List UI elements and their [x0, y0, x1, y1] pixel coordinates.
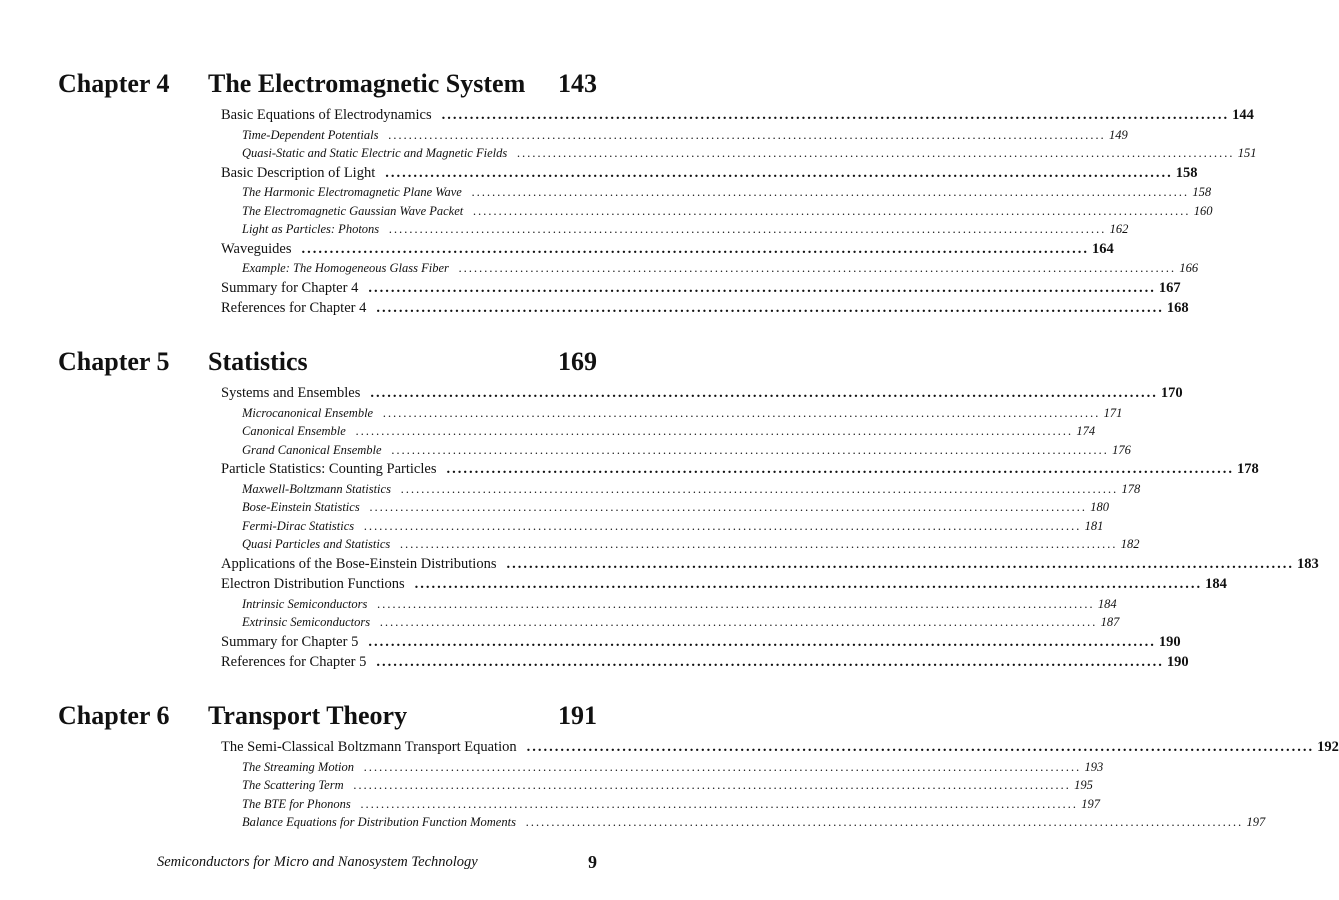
dot-leader: ............................................................................................................................................: [369, 500, 1088, 514]
dot-leader: ............................................................................................................................................: [360, 796, 1079, 811]
toc-entry-title: Fermi-Dirac Statistics: [242, 518, 355, 533]
toc-section-entry[interactable]: [221, 163, 1198, 184]
toc-section-entry[interactable]: [221, 574, 1227, 595]
toc-entry-page: 187: [1100, 615, 1120, 629]
chapter-5-block: [58, 345, 1319, 673]
toc-entry-page: 178: [1121, 481, 1141, 496]
dot-leader: ............................................................................................................................................: [400, 537, 1118, 551]
toc-entry-page: 176: [1112, 442, 1131, 457]
chapter-label: Chapter 4: [58, 69, 170, 98]
dot-leader: ............................................................................................................................................: [441, 107, 1230, 123]
toc-entry-page: 162: [1109, 222, 1129, 236]
toc-entry-title: Example: The Homogeneous Glass Fiber: [242, 261, 449, 275]
toc-subsection-entry[interactable]: [221, 498, 1109, 517]
toc-entry-page: 174: [1076, 424, 1096, 438]
chapter-page-number: 143: [558, 69, 597, 98]
dot-leader: ............................................................................................................................................: [388, 127, 1106, 142]
dot-leader: ............................................................................................................................................: [446, 461, 1234, 477]
dot-leader: ............................................................................................................................................: [471, 185, 1190, 199]
toc-entry-page: 182: [1120, 537, 1140, 551]
toc-entry-title: Extrinsic Semiconductors: [242, 615, 371, 629]
chapter-4-block: [58, 67, 1257, 319]
toc-entry-title: Maxwell-Boltzmann Statistics: [242, 481, 391, 496]
toc-section-entry[interactable]: [221, 105, 1254, 126]
chapter-title: Statistics: [208, 347, 308, 376]
chapter-heading: [58, 345, 597, 379]
toc-entry-title: Particle Statistics: Counting Particles: [221, 461, 437, 477]
dot-leader: ............................................................................................................................................: [376, 300, 1164, 316]
toc-entry-title: References for Chapter 4: [221, 300, 367, 316]
toc-entry-title: The Semi-Classical Boltzmann Transport Equation: [221, 739, 517, 755]
dot-leader: ............................................................................................................................................: [376, 654, 1164, 670]
toc-entry-title: Basic Description of Light: [221, 164, 376, 181]
dot-leader: ............................................................................................................................................: [400, 481, 1119, 496]
toc-entry-page: 180: [1090, 500, 1109, 514]
dot-leader: ............................................................................................................................................: [473, 203, 1191, 218]
toc-subsection-entry[interactable]: [221, 813, 1266, 832]
toc-entry-title: Waveguides: [221, 240, 292, 257]
toc-subsection-entry[interactable]: [221, 441, 1131, 460]
chapter-heading: [58, 67, 597, 101]
toc-entry-page: 195: [1074, 778, 1093, 792]
footer-page-number: 9: [588, 852, 597, 872]
dot-leader: ............................................................................................................................................: [385, 164, 1173, 181]
toc-entry-title: Electron Distribution Functions: [221, 576, 405, 592]
toc-entry-title: Grand Canonical Ensemble: [242, 442, 382, 457]
dot-leader: ............................................................................................................................................: [301, 240, 1090, 257]
toc-entry-page: 170: [1160, 385, 1183, 401]
dot-leader: ............................................................................................................................................: [370, 385, 1158, 401]
toc-entry-title: Intrinsic Semiconductors: [242, 596, 368, 611]
toc-entry-title: Summary for Chapter 4: [221, 279, 359, 296]
toc-subsection-entry[interactable]: [221, 758, 1104, 777]
dot-leader: ............................................................................................................................................: [517, 146, 1235, 160]
toc-entry-page: 168: [1166, 300, 1189, 316]
chapter-page-number: 169: [558, 347, 597, 376]
chapter-label: Chapter 6: [58, 701, 170, 730]
toc-entry-page: 178: [1236, 461, 1259, 477]
toc-section-entry[interactable]: [221, 737, 1339, 758]
chapter-page-number: 191: [558, 701, 597, 730]
toc-entry-title: The BTE for Phonons: [242, 796, 351, 811]
toc-subsection-entry[interactable]: [221, 259, 1199, 278]
toc-entry-page: 166: [1179, 261, 1199, 275]
toc-section-entry[interactable]: [221, 239, 1114, 260]
toc-entry-title: Microcanonical Ensemble: [242, 405, 374, 420]
toc-subsection-entry[interactable]: [221, 126, 1128, 145]
toc-subsection-entry[interactable]: [221, 404, 1123, 423]
toc-entry-page: 193: [1084, 759, 1104, 774]
toc-section-entry[interactable]: [221, 383, 1183, 404]
toc-entry-page: 164: [1092, 240, 1114, 257]
toc-subsection-entry[interactable]: [221, 795, 1100, 814]
toc-entry-page: 192: [1317, 739, 1339, 755]
toc-entry-page: 160: [1193, 203, 1213, 218]
dot-leader: ............................................................................................................................................: [380, 615, 1098, 629]
toc-entry-title: Systems and Ensembles: [221, 385, 361, 401]
toc-entry-title: The Scattering Term: [242, 778, 344, 792]
dot-leader: ............................................................................................................................................: [414, 576, 1203, 592]
dot-leader: ............................................................................................................................................: [355, 424, 1074, 438]
dot-leader: ............................................................................................................................................: [368, 279, 1156, 296]
toc-entry-title: Summary for Chapter 5: [221, 633, 359, 650]
toc-entry-title: The Electromagnetic Gaussian Wave Packet: [242, 203, 464, 218]
toc-entry-page: 167: [1158, 279, 1181, 296]
toc-entry-title: The Harmonic Electromagnetic Plane Wave: [242, 185, 462, 199]
toc-section-entry[interactable]: [221, 278, 1181, 299]
toc-entry-page: 197: [1246, 815, 1266, 829]
toc-subsection-entry[interactable]: [221, 220, 1129, 239]
dot-leader: ............................................................................................................................................: [364, 518, 1082, 533]
dot-leader: ............................................................................................................................................: [383, 405, 1101, 420]
toc-entry-page: 144: [1232, 107, 1254, 123]
toc-entry-page: 171: [1103, 405, 1123, 420]
dot-leader: ............................................................................................................................................: [353, 778, 1072, 792]
toc-section-entry[interactable]: [221, 554, 1319, 575]
toc-entry-page: 190: [1158, 633, 1181, 650]
toc-section-entry[interactable]: [221, 632, 1181, 653]
toc-entries: [221, 383, 1319, 673]
dot-leader: ............................................................................................................................................: [458, 261, 1177, 275]
toc-entry-title: Light as Particles: Photons: [242, 222, 380, 236]
toc-entries: [221, 737, 1339, 832]
dot-leader: ............................................................................................................................................: [506, 555, 1294, 572]
toc-section-entry[interactable]: [221, 298, 1189, 319]
toc-entry-title: Quasi Particles and Statistics: [242, 537, 391, 551]
footer-book-title: Semiconductors for Micro and Nanosystem Technology: [157, 854, 478, 870]
toc-entry-page: 158: [1175, 164, 1198, 181]
page-footer: [157, 854, 597, 876]
toc-entry-page: 158: [1192, 185, 1212, 199]
toc-entry-page: 149: [1108, 127, 1128, 142]
toc-subsection-entry[interactable]: [221, 776, 1093, 795]
toc-section-entry[interactable]: [221, 652, 1189, 673]
toc-entry-page: 181: [1084, 518, 1104, 533]
toc-section-entry[interactable]: [221, 459, 1259, 480]
toc-subsection-entry[interactable]: [221, 202, 1213, 221]
toc-entry-page: 151: [1237, 146, 1257, 160]
toc-entry-page: 183: [1296, 555, 1319, 572]
toc-entry-title: Balance Equations for Distribution Function Moments: [242, 815, 516, 829]
toc-subsection-entry[interactable]: [221, 144, 1257, 163]
toc-entry-title: Basic Equations of Electrodynamics: [221, 107, 432, 123]
dot-leader: ............................................................................................................................................: [377, 596, 1095, 611]
toc-subsection-entry[interactable]: [221, 422, 1096, 441]
dot-leader: ............................................................................................................................................: [364, 759, 1082, 774]
toc-entry-title: The Streaming Motion: [242, 759, 355, 774]
toc-entry-title: Canonical Ensemble: [242, 424, 346, 438]
dot-leader: ............................................................................................................................................: [368, 633, 1156, 650]
toc-entry-page: 184: [1205, 576, 1227, 592]
chapter-title: Transport Theory: [208, 701, 408, 730]
toc-entry-title: References for Chapter 5: [221, 654, 367, 670]
dot-leader: ............................................................................................................................................: [526, 739, 1315, 755]
chapter-heading: [58, 699, 597, 733]
toc-entry-page: 197: [1081, 796, 1100, 811]
toc-subsection-entry[interactable]: [221, 535, 1140, 554]
toc-entry-title: Quasi-Static and Static Electric and Magnetic Fields: [242, 146, 508, 160]
toc-entry-title: Time-Dependent Potentials: [242, 127, 379, 142]
dot-leader: ............................................................................................................................................: [391, 442, 1110, 457]
toc-subsection-entry[interactable]: [221, 183, 1212, 202]
chapter-label: Chapter 5: [58, 347, 170, 376]
chapter-title: The Electromagnetic System: [208, 69, 526, 98]
toc-subsection-entry[interactable]: [221, 517, 1104, 536]
toc-subsection-entry[interactable]: [221, 595, 1117, 614]
toc-entries: [221, 105, 1257, 319]
toc-entry-title: Applications of the Bose-Einstein Distributions: [221, 555, 497, 572]
toc-entry-page: 190: [1166, 654, 1189, 670]
dot-leader: ............................................................................................................................................: [389, 222, 1107, 236]
dot-leader: ............................................................................................................................................: [525, 815, 1244, 829]
toc-subsection-entry[interactable]: [221, 613, 1120, 632]
toc-entry-page: 184: [1097, 596, 1117, 611]
chapter-6-block: [58, 699, 1339, 832]
toc-entry-title: Bose-Einstein Statistics: [242, 500, 360, 514]
toc-subsection-entry[interactable]: [221, 480, 1141, 499]
